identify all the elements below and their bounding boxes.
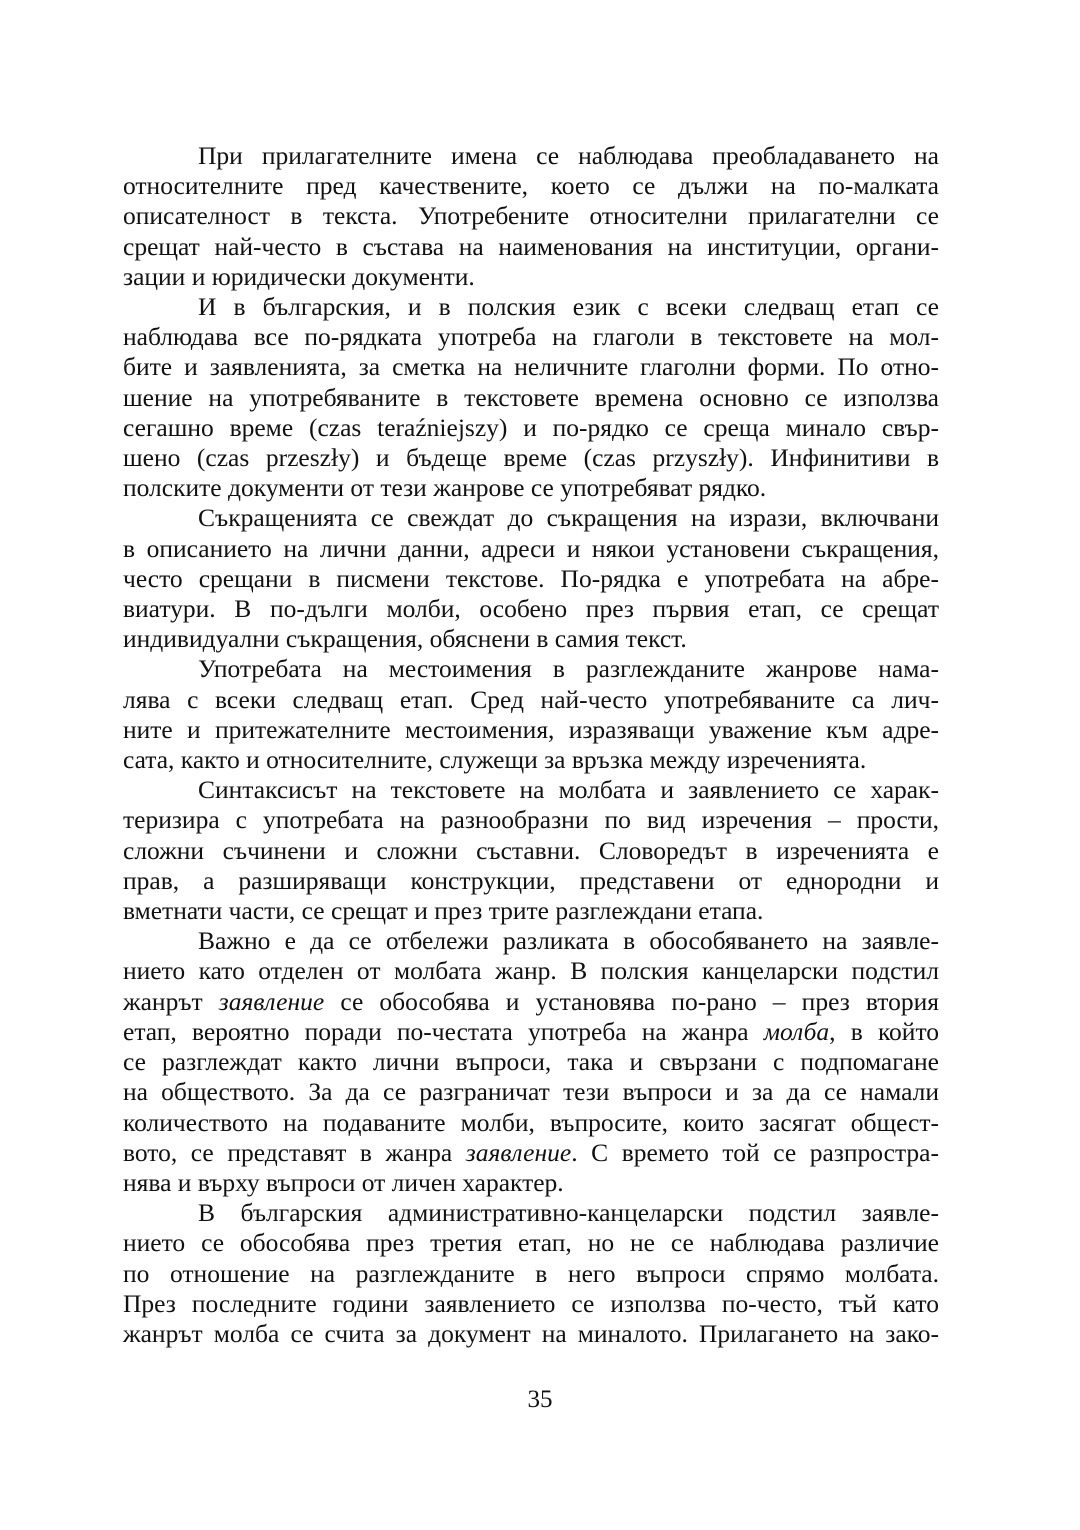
- text-run: , в който: [829, 1016, 940, 1046]
- text-line: зации и юридически документи.: [123, 261, 475, 291]
- text-line: През последните години заявлението се използва по-често, тъй като: [123, 1288, 939, 1318]
- text-run: етап, вероятно поради по-честата употреба на жанра: [123, 1016, 764, 1046]
- text-run: жанрът: [123, 986, 219, 1016]
- text-line: шение на употребяваните в текстовете времена основно се използва: [123, 382, 939, 412]
- paragraph: [123, 1198, 939, 1349]
- text-line: относителните пред качествените, което се дължи на по-малката: [123, 171, 939, 201]
- paragraph: [123, 292, 939, 503]
- paragraph: [123, 141, 939, 292]
- text-line: [123, 1138, 939, 1168]
- text-line: [123, 987, 939, 1017]
- paragraph: [123, 654, 939, 775]
- text-line: често срещани в писмени текстове. По-рядка е употребата на абре-: [123, 563, 939, 593]
- text-line: [123, 1017, 939, 1047]
- text-line: прав, а разширяващи конструкции, представени от еднородни и: [123, 865, 939, 895]
- text-line: При прилагателните имена се наблюдава преобладаването на: [198, 141, 939, 170]
- text-line: полските документи от тези жанрове се употребяват рядко.: [123, 473, 767, 503]
- text-line: срещат най-често в състава на наименования на институции, органи-: [123, 231, 939, 261]
- text-line: теризира с употребата на разнообразни по вид изречения – прости,: [123, 805, 939, 835]
- italic-term: молба: [763, 1016, 830, 1046]
- paragraph: [123, 503, 939, 654]
- text-line: индивидуални съкращения, обяснени в самия текст.: [123, 624, 687, 654]
- italic-term: заявление: [218, 986, 325, 1016]
- text-run: се обособява и установява по-рано – през втория: [324, 986, 939, 1016]
- text-line: Синтаксисът на текстовете на молбата и заявлението се харак-: [198, 775, 939, 805]
- text-line: на обществото. За да се разграничат тези въпроси и за да се намали: [123, 1077, 939, 1107]
- text-line: нява и върху въпроси от личен характер.: [123, 1167, 564, 1197]
- paragraph: [123, 775, 939, 926]
- text-line: лява с всеки следващ етап. Сред най-често употребяваните са лич-: [123, 684, 939, 714]
- body-text: [123, 141, 939, 1349]
- text-line: Важно е да се отбележи разликата в обособяването на заявле-: [198, 926, 939, 956]
- text-line: по отношение на разглежданите в него въпроси спрямо молбата.: [123, 1258, 939, 1288]
- text-line: виатури. В по-дълги молби, особено през първия етап, се срещат: [123, 594, 939, 624]
- text-line: шено (czas przeszły) и бъдеще време (czas przyszły). Инфинитиви в: [123, 443, 939, 473]
- text-line: описателност в текста. Употребените относителни прилагателни се: [123, 201, 939, 231]
- text-line: сложни съчинени и сложни съставни. Словоредът в изреченията е: [123, 835, 939, 865]
- text-line: Съкращенията се свеждат до съкращения на изрази, включвани: [198, 503, 939, 533]
- paragraph: [123, 926, 939, 1198]
- text-line: наблюдава все по-рядката употреба на глаголи в текстовете на мол-: [123, 322, 939, 352]
- page-number: 35: [527, 1386, 553, 1413]
- text-line: бите и заявленията, за сметка на неличните глаголни форми. По отно-: [123, 352, 939, 382]
- text-run: . С времето той се разпростра-: [571, 1137, 939, 1167]
- text-line: сегашно време (czas teraźniejszy) и по-рядко се среща минало свър-: [123, 412, 939, 442]
- text-line: количеството на подаваните молби, въпросите, които засягат общест-: [123, 1107, 939, 1137]
- text-run: вото, се представят в жанра: [123, 1137, 466, 1167]
- text-line: В българския административно-канцеларски подстил заявле-: [198, 1198, 939, 1228]
- text-line: сата, както и относителните, служещи за връзка между изреченията.: [123, 745, 867, 775]
- text-line: И в българския, и в полския език с всеки следващ етап се: [198, 292, 939, 322]
- text-line: жанрът молба се счита за документ на миналото. Прилагането на зако-: [123, 1318, 939, 1348]
- text-line: се разглеждат както лични въпроси, така и свързани с подпомагане: [123, 1047, 939, 1077]
- text-line: нието като отделен от молбата жанр. В полския канцеларски подстил: [123, 956, 939, 986]
- italic-term: заявление: [465, 1137, 572, 1167]
- text-line: Употребата на местоимения в разглежданите жанрове нама-: [198, 654, 939, 684]
- text-line: нието се обособява през третия етап, но не се наблюдава различие: [123, 1228, 939, 1258]
- text-line: вметнати части, се срещат и през трите разглеждани етапа.: [123, 896, 764, 926]
- text-line: ните и притежателните местоимения, изразяващи уважение към адре-: [123, 714, 939, 744]
- text-line: в описанието на лични данни, адреси и някои установени съкращения,: [123, 533, 939, 563]
